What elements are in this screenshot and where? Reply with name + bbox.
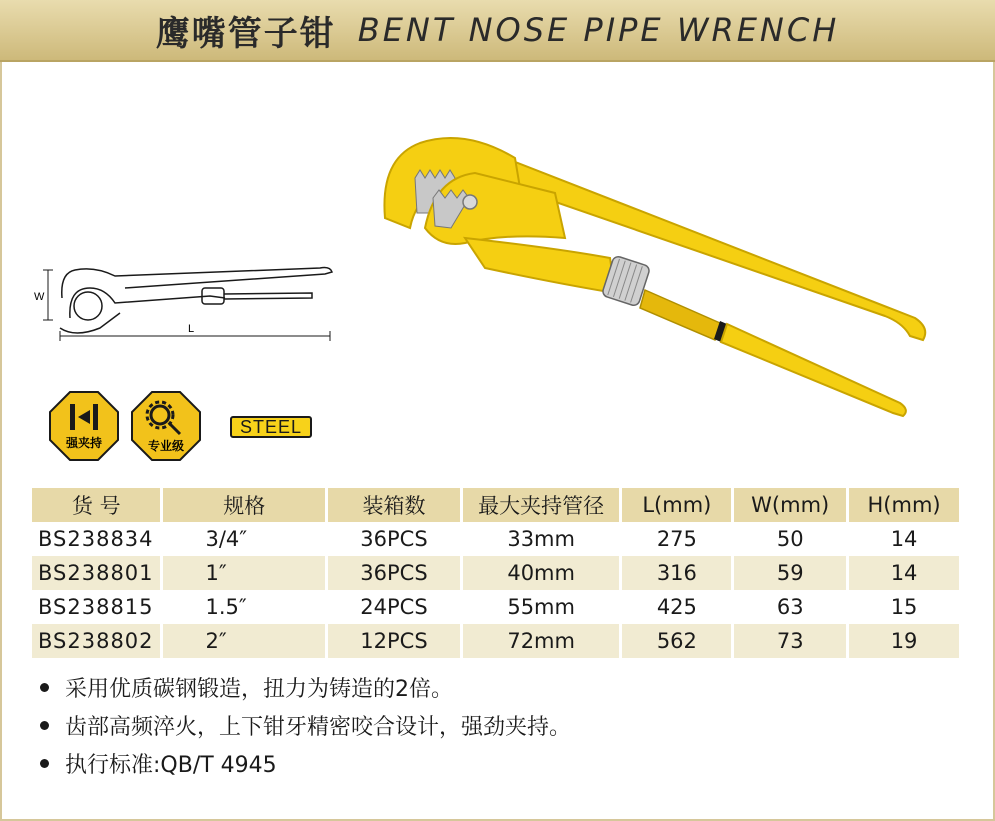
list-item [40,706,940,744]
col-header-l: L(mm) [621,488,733,522]
dimension-diagram [30,258,340,348]
cell-model: BS238801 [32,556,162,590]
cell-model: BS238815 [32,590,162,624]
cell-pack: 36PCS [327,556,462,590]
cell-pack: 24PCS [327,590,462,624]
col-header-spec: 规格 [162,488,327,522]
cell-w: 50 [733,522,848,556]
cell-model: BS238834 [32,522,162,556]
col-header-h: H(mm) [848,488,961,522]
w-dimension-label: W [34,291,45,303]
badge-label-pro: 专业级 [147,439,185,453]
cell-h: 14 [848,522,961,556]
cell-pack: 12PCS [327,624,462,658]
col-header-w: W(mm) [733,488,848,522]
cell-model: BS238802 [32,624,162,658]
steel-material-tag: STEEL [230,416,312,438]
cell-h: 15 [848,590,961,624]
cell-spec: 3/4″ [162,522,327,556]
pipe-wrench-image [355,118,930,418]
cell-w: 73 [733,624,848,658]
cell-max-pipe: 40mm [461,556,621,590]
col-header-model: 货 号 [32,488,162,522]
page-header [0,0,995,62]
cell-spec: 2″ [162,624,327,658]
note-text: 齿部高频淬火，上下钳牙精密咬合设计，强劲夹持。 [65,714,572,740]
table-row [32,590,961,624]
cell-l: 425 [621,590,733,624]
badge-label-clamp: 强夹持 [65,436,103,450]
professional-badge [130,390,202,462]
title-en: BENT NOSE PIPE WRENCH [357,11,840,49]
list-item [40,744,940,782]
bullet-icon [40,683,49,692]
cell-pack: 36PCS [327,522,462,556]
table-row [32,522,961,556]
cell-max-pipe: 33mm [461,522,621,556]
cell-l: 275 [621,522,733,556]
table-row [32,556,961,590]
l-dimension-label: L [188,323,195,335]
col-header-pack: 装箱数 [327,488,462,522]
table-header-row [32,488,961,522]
cell-w: 63 [733,590,848,624]
spec-table [32,488,962,658]
bullet-icon [40,721,49,730]
cell-max-pipe: 55mm [461,590,621,624]
cell-l: 562 [621,624,733,658]
cell-w: 59 [733,556,848,590]
note-text: 执行标准:QB/T 4945 [65,752,277,778]
col-header-max-pipe: 最大夹持管径 [461,488,621,522]
cell-spec: 1.5″ [162,590,327,624]
cell-l: 316 [621,556,733,590]
cell-h: 19 [848,624,961,658]
cell-h: 14 [848,556,961,590]
title-cn: 鹰嘴管子钳 [155,13,336,54]
cell-max-pipe: 72mm [461,624,621,658]
feature-notes [40,668,940,782]
table-row [32,624,961,658]
note-text: 采用优质碳钢锻造，扭力为铸造的2倍。 [65,676,453,702]
cell-spec: 1″ [162,556,327,590]
list-item [40,668,940,706]
strong-clamp-badge [48,390,120,462]
bullet-icon [40,759,49,768]
